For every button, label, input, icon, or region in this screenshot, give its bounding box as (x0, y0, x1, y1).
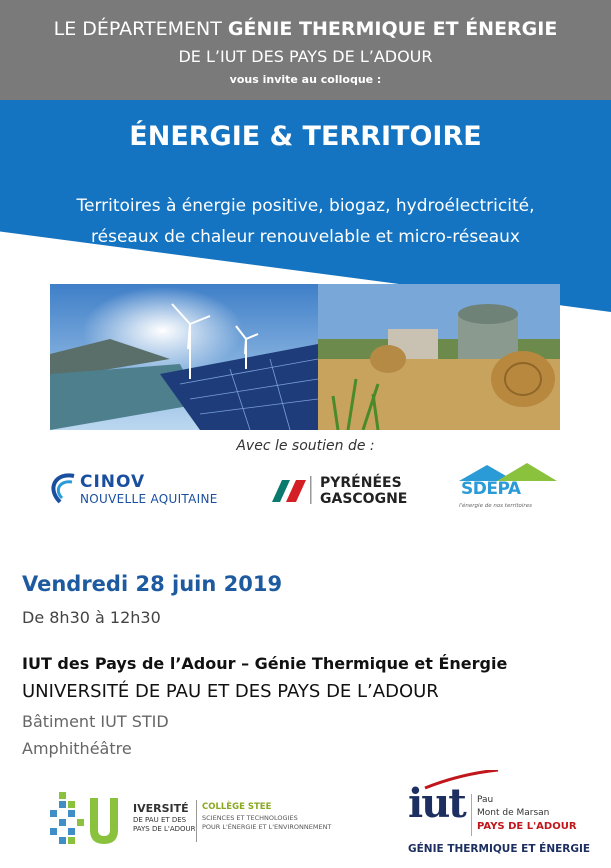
cinov-logo (46, 470, 241, 508)
iut-place-2: Mont de Marsan (477, 808, 550, 818)
cinov-name: CINOV (80, 472, 146, 492)
iut-place-1: Pau (477, 795, 494, 805)
university-sub-1: DE PAU ET DES (133, 816, 187, 824)
college-title: COLLÈGE STEE (202, 802, 272, 812)
university-sub-2: PAYS DE L'ADOUR (133, 825, 196, 833)
iut-place-3: PAYS DE L'ADOUR (477, 821, 577, 832)
sdepa-tagline: l'énergie de nos territoires (459, 503, 532, 509)
header-prefix: LE DÉPARTEMENT (53, 18, 222, 40)
iut-department: GÉNIE THERMIQUE ET ÉNERGIE (408, 843, 591, 855)
sdepa-name: SDEPA (461, 479, 521, 499)
venue-room: Amphithéâtre (22, 739, 132, 758)
event-time: De 8h30 à 12h30 (22, 608, 161, 627)
event-title: ÉNERGIE & TERRITOIRE (129, 121, 482, 152)
photo-biogas-farm (318, 284, 560, 430)
venue-building: Bâtiment IUT STID (22, 712, 169, 731)
iut-mark: iut (408, 780, 465, 827)
university-mosaic-icon (50, 790, 132, 850)
ca-line-2: GASCOGNE (320, 491, 408, 507)
photo-solar-wind (50, 284, 318, 430)
subtitle-line-2: réseaux de chaleur renouvelable et micro-réseaux (91, 227, 520, 247)
cinov-region: NOUVELLE AQUITAINE (80, 492, 218, 506)
support-label: Avec le soutien de : (236, 438, 375, 454)
ca-line-1: PYRÉNÉES (320, 475, 402, 491)
university-name: IVERSITÉ (133, 802, 189, 815)
iut-logo (400, 770, 590, 860)
header-line-1 (0, 18, 611, 40)
sdepa-logo (457, 463, 562, 515)
venue-institute: IUT des Pays de l’Adour – Génie Thermique et Énergie (22, 654, 508, 673)
credit-agricole-logo (268, 472, 428, 510)
credit-agricole-icon (268, 472, 312, 508)
event-date: Vendredi 28 juin 2019 (22, 572, 283, 596)
college-sub-1: SCIENCES ET TECHNOLOGIES (202, 814, 298, 822)
event-subtitle (0, 191, 611, 253)
department-name: GÉNIE THERMIQUE ET ÉNERGIE (227, 18, 558, 40)
header-banner (0, 0, 611, 100)
cinov-swirl-icon (46, 470, 80, 506)
university-logo (50, 790, 350, 850)
iut-divider (471, 794, 472, 836)
venue-university: UNIVERSITÉ DE PAU ET DES PAYS DE L’ADOUR (22, 681, 439, 702)
footer-divider (196, 800, 197, 842)
college-sub-2: POUR L'ÉNERGIE ET L'ENVIRONNEMENT (202, 823, 332, 831)
header-line-2: DE L’IUT DES PAYS DE L’ADOUR (178, 47, 433, 66)
subtitle-line-1: Territoires à énergie positive, biogaz, hydroélectricité, (76, 196, 535, 216)
header-invite: vous invite au colloque : (229, 73, 382, 86)
